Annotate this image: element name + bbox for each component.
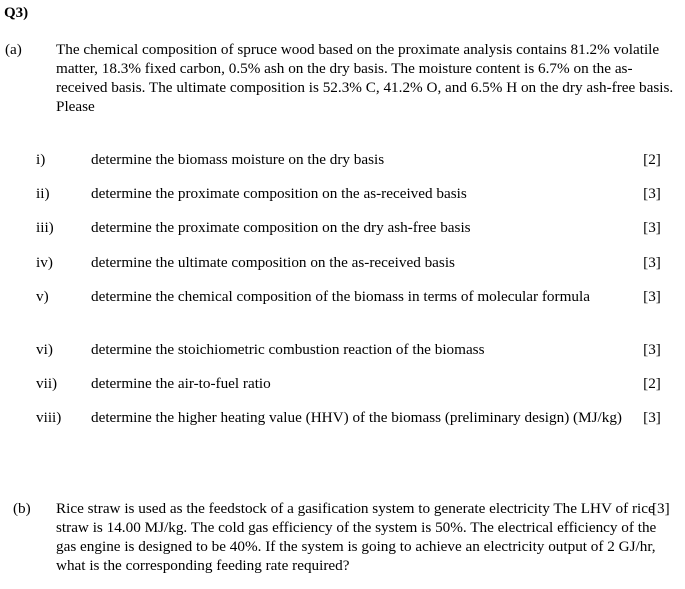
sub-question-text: determine the chemical composition of the biomass in terms of molecular formula	[91, 288, 590, 305]
sub-question-text: determine the stoichiometric combustion reaction of the biomass	[91, 341, 485, 358]
part-b-label: (b)	[13, 500, 31, 517]
part-b-marks: [3]	[652, 500, 670, 517]
sub-question-number: ii)	[36, 185, 50, 202]
question-title: Q3)	[4, 5, 29, 21]
sub-question-text: determine the proximate composition on the as-received basis	[91, 185, 467, 202]
part-a-label: (a)	[5, 41, 22, 58]
part-a-text: The chemical composition of spruce wood based on the proximate analysis contains 81.2% volatile matter, 18.3% fixed carbon, 0.5% ash on the dry basis. The moisture content is 6.7% on the as-received basis. The ultimate composition is 52.3% C, 41.2% O, and 6.5% H on the dry ash-free basis. Please	[56, 41, 674, 115]
sub-question-text: determine the proximate composition on the dry ash-free basis	[91, 219, 471, 236]
sub-question-number: iii)	[36, 219, 54, 236]
sub-question-text: determine the air-to-fuel ratio	[91, 375, 271, 392]
sub-question-number: i)	[36, 151, 46, 168]
sub-question-marks: [3]	[643, 254, 661, 271]
sub-question-marks: [3]	[643, 409, 661, 426]
sub-question-marks: [3]	[643, 288, 661, 305]
sub-question-marks: [3]	[643, 341, 661, 358]
sub-question-number: v)	[36, 288, 49, 305]
sub-question-number: viii)	[36, 409, 62, 426]
sub-question-marks: [3]	[643, 219, 661, 236]
part-b-text: Rice straw is used as the feedstock of a gasification system to generate electricity The LHV of rice straw is 14.00 MJ/kg. The cold gas efficiency of the system is 50%. The electrical efficiency of the gas engine is designed to be 40%. If the system is going to achieve an electricity output of 2 GJ/hr, what is the corresponding feeding rate required?	[56, 500, 657, 574]
sub-question-text: determine the higher heating value (HHV) of the biomass (preliminary design) (MJ/kg)	[91, 409, 622, 426]
sub-question-marks: [3]	[643, 185, 661, 202]
sub-question-number: vi)	[36, 341, 53, 358]
sub-question-number: vii)	[36, 375, 58, 392]
sub-question-number: iv)	[36, 254, 53, 271]
sub-question-marks: [2]	[643, 151, 661, 168]
sub-question-text: determine the ultimate composition on the as-received basis	[91, 254, 455, 271]
sub-question-text: determine the biomass moisture on the dry basis	[91, 151, 385, 168]
sub-question-marks: [2]	[643, 375, 661, 392]
